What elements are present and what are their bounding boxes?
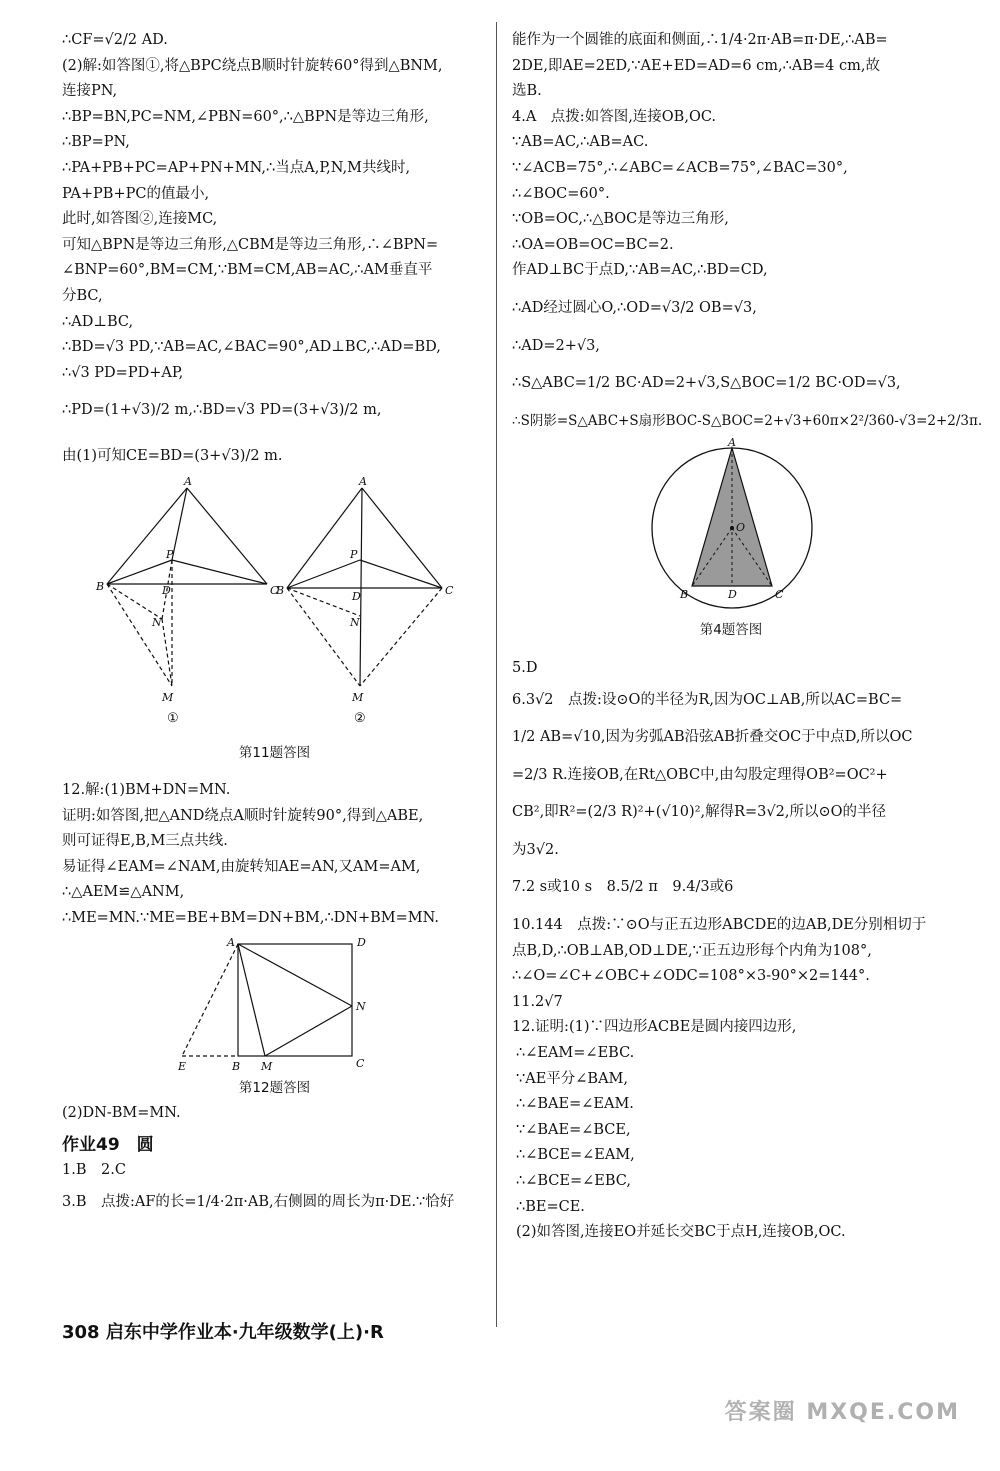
text-line: 1/2 AB=√10,因为劣弧AB沿弦AB折叠交OC于中点D,所以OC	[512, 729, 913, 746]
text-line: ∴AD经过圆心O,∴OD=√3/2 OB=√3,	[512, 299, 757, 316]
text-line: 4.A 点拨:如答图,连接OB,OC.	[512, 108, 717, 125]
text-line: 7.2 s或10 s 8.5/2 π 9.4/3或6	[512, 879, 734, 896]
text-line: ∴CF=√2/2 AD.	[62, 32, 168, 48]
svg-text:M: M	[352, 690, 364, 704]
svg-text:A: A	[728, 438, 736, 450]
text-line: ∵AE平分∠BAM,	[516, 1070, 629, 1087]
text-line: ∴S△ABC=1/2 BC·AD=2+√3,S△BOC=1/2 BC·OD=√3,	[512, 375, 901, 392]
text-line: 可知△BPN是等边三角形,△CBM是等边三角形,∴∠BPN=	[62, 236, 439, 253]
text-line: ∵AB=AC,∴AB=AC.	[512, 134, 649, 151]
page-footer: 308 启东中学作业本·九年级数学(上)·R	[62, 1322, 384, 1343]
svg-text:D: D	[352, 589, 361, 603]
svg-text:P: P	[166, 547, 174, 561]
text-line: =2/3 R.连接OB,在Rt△OBC中,由勾股定理得OB²=OC²+	[512, 766, 888, 783]
svg-text:M: M	[261, 1059, 273, 1073]
svg-text:N: N	[350, 615, 360, 629]
svg-text:E: E	[178, 1059, 187, 1073]
text-line: 能作为一个圆锥的底面和侧面,∴1/4·2π·AB=π·DE,∴AB=	[512, 32, 888, 48]
text-line: 3.B 点拨:AF的长=1/4·2π·AB,右侧圆的周长为π·DE.∵恰好	[62, 1194, 455, 1211]
column-divider	[496, 22, 497, 1327]
text-line: ∴PA+PB+PC=AP+PN+MN,∴当点A,P,N,M共线时,	[62, 159, 411, 176]
text-line: 作AD⊥BC于点D,∵AB=AC,∴BD=CD,	[512, 262, 768, 279]
text-line: 则可证得E,B,M三点共线.	[62, 833, 228, 850]
text-line: ∴ME=MN.∵ME=BE+BM=DN+BM,∴DN+BM=MN.	[62, 910, 439, 927]
text-line: ∠BNP=60°,BM=CM,∵BM=CM,AB=AC,∴AM垂直平	[62, 262, 433, 279]
text-line: ∵OB=OC,∴△BOC是等边三角形,	[512, 211, 729, 228]
text-line: 此时,如答图②,连接MC,	[62, 211, 218, 228]
svg-text:D: D	[162, 583, 171, 597]
svg-text:A: A	[359, 475, 367, 488]
right-column	[512, 28, 983, 1246]
svg-text:B: B	[276, 583, 285, 597]
text-line: 11.2√7	[512, 993, 563, 1010]
watermark: 答案圈 MXQE.COM	[724, 1400, 960, 1425]
svg-text:C: C	[270, 583, 279, 597]
text-line: (2)如答图,连接EO并延长交BC于点H,连接OB,OC.	[516, 1224, 846, 1241]
text-line: ∴∠BOC=60°.	[512, 185, 610, 202]
text-line: 2DE,即AE=2ED,∵AE+ED=AD=6 cm,∴AB=4 cm,故	[512, 57, 880, 74]
text-line: 10.144 点拨:∵⊙O与正五边形ABCDE的边AB,DE分别相切于	[512, 917, 927, 934]
text-line: (2)DN-BM=MN.	[62, 1105, 181, 1122]
svg-text:O: O	[736, 521, 746, 535]
text-line: 证明:如答图,把△AND绕点A顺时针旋转90°,得到△ABE,	[62, 807, 424, 824]
text-line: ∴∠BCE=∠EAM,	[516, 1147, 635, 1164]
text-line: ∴∠O=∠C+∠OBC+∠ODC=108°×3-90°×2=144°.	[512, 968, 870, 985]
text-line: ∵∠ACB=75°,∴∠ABC=∠ACB=75°,∠BAC=30°,	[512, 159, 848, 176]
text-line: 12.解:(1)BM+DN=MN.	[62, 782, 231, 799]
text-line: ∴OA=OB=OC=BC=2.	[512, 236, 674, 253]
text-line: ∴AD=2+√3,	[512, 337, 600, 354]
text-line: 连接PN,	[62, 83, 118, 100]
text-line: ∴√3 PD=PD+AP,	[62, 364, 184, 381]
svg-text:A: A	[227, 935, 235, 949]
fig11-label-2: ②	[354, 710, 366, 726]
figure-11-caption: 第11题答图	[238, 744, 311, 761]
figure-4	[512, 438, 950, 618]
svg-text:D: D	[728, 588, 737, 602]
left-column	[62, 28, 487, 1216]
text-line: ∴△AEM≌△ANM,	[62, 884, 185, 901]
text-line: (2)解:如答图①,将△BPC绕点B顺时针旋转60°得到△BNM,	[62, 57, 443, 74]
svg-text:N: N	[356, 999, 366, 1013]
text-line: ∴∠BCE=∠EBC,	[516, 1173, 631, 1189]
text-line: ∴PD=(1+√3)/2 m,∴BD=√3 PD=(3+√3)/2 m,	[62, 402, 382, 419]
text-line: PA+PB+PC的值最小,	[62, 185, 210, 202]
svg-text:C: C	[775, 588, 784, 602]
figure-4-caption: 第4题答图	[699, 622, 763, 639]
text-line: ∴BP=PN,	[62, 134, 130, 151]
text-line: 分BC,	[62, 287, 103, 304]
text-line: 为3√2.	[512, 841, 559, 858]
text-line: 由(1)可知CE=BD=(3+√3)/2 m.	[62, 447, 283, 464]
homework-title: 作业49 圆	[62, 1134, 154, 1155]
text-line: 12.证明:(1)∵四边形ACBE是圆内接四边形,	[512, 1019, 797, 1036]
figure-11	[62, 476, 487, 741]
text-line: ∴BP=BN,PC=NM,∠PBN=60°,∴△BPN是等边三角形,	[62, 108, 429, 125]
text-line: ∴S阴影=S△ABC+S扇形BOC-S△BOC=2+√3+60π×2²/360-√3=2+2/3π.	[512, 412, 983, 429]
svg-text:P: P	[350, 547, 358, 561]
text-line: 易证得∠EAM=∠NAM,由旋转知AE=AN,又AM=AM,	[62, 858, 421, 875]
svg-text:N: N	[152, 615, 162, 629]
text-line: ∴BD=√3 PD,∵AB=AC,∠BAC=90°,AD⊥BC,∴AD=BD,	[62, 339, 441, 356]
text-line: 1.B 2.C	[62, 1162, 126, 1179]
text-line: ∴∠EAM=∠EBC.	[516, 1045, 635, 1062]
text-line: 5.D	[512, 659, 538, 676]
text-line: ∴AD⊥BC,	[62, 313, 134, 330]
svg-text:B: B	[680, 588, 689, 602]
text-line: ∴∠BAE=∠EAM.	[516, 1096, 634, 1113]
svg-text:M: M	[162, 690, 174, 704]
svg-text:B: B	[232, 1059, 241, 1073]
figure-12-caption: 第12题答图	[238, 1079, 311, 1096]
text-line: 选B.	[512, 83, 542, 100]
text-line: 点B,D,∴OB⊥AB,OD⊥DE,∵正五边形每个内角为108°,	[512, 942, 872, 959]
text-line: ∵∠BAE=∠BCE,	[516, 1121, 631, 1138]
svg-text:C: C	[445, 583, 454, 597]
svg-text:C: C	[356, 1056, 365, 1070]
svg-text:D: D	[357, 935, 366, 949]
text-line: CB²,即R²=(2/3 R)²+(√10)²,解得R=3√2,所以⊙O的半径	[512, 804, 887, 821]
figure-12	[62, 936, 487, 1076]
svg-text:A: A	[184, 475, 192, 488]
fig11-label-1: ①	[167, 710, 179, 726]
text-line: 6.3√2 点拨:设⊙O的半径为R,因为OC⊥AB,所以AC=BC=	[512, 691, 903, 708]
text-line: ∴BE=CE.	[516, 1198, 585, 1215]
svg-text:B: B	[96, 579, 105, 593]
